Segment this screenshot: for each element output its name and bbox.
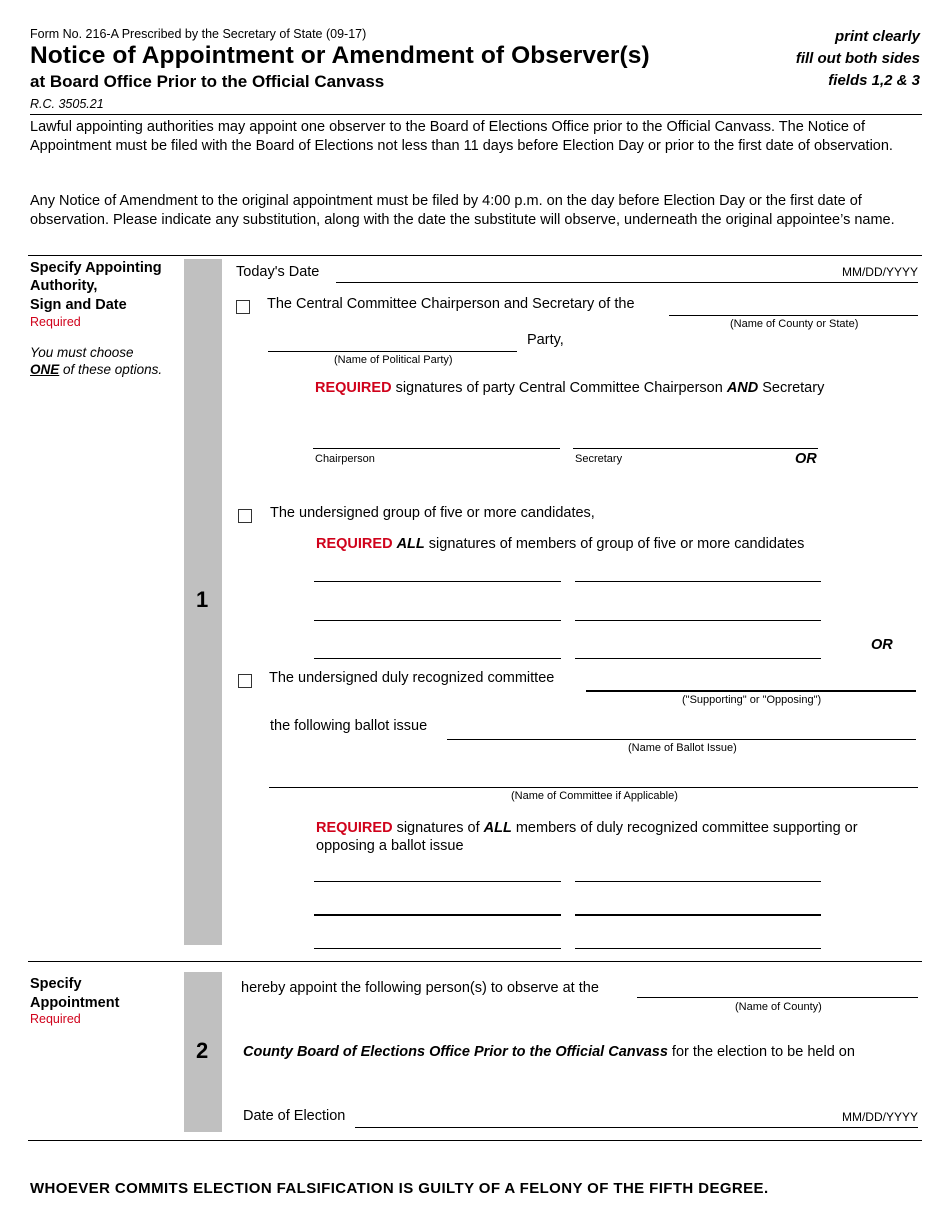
felony-warning: WHOEVER COMMITS ELECTION FALSIFICATION IS GUILTY OF A FELONY OF THE FIFTH DEGREE. (30, 1180, 769, 1197)
political-party-caption: (Name of Political Party) (334, 354, 453, 366)
section1-top-divider (28, 255, 922, 256)
committee-signature-line[interactable] (314, 914, 561, 916)
option2-checkbox[interactable] (238, 509, 252, 523)
section2-number: 2 (196, 1038, 209, 1063)
ballot-issue-input[interactable] (447, 739, 916, 740)
choose-note-line2 (30, 362, 162, 377)
date-of-election-input[interactable] (355, 1127, 918, 1128)
committee-signature-line[interactable] (575, 881, 821, 882)
form-subtitle: at Board Office Prior to the Official Canvass (30, 72, 385, 91)
section1-number: 1 (196, 587, 209, 612)
secretary-signature-line[interactable] (573, 448, 818, 449)
candidate-signature-line[interactable] (575, 581, 821, 582)
todays-date-format: MM/DD/YYYY (841, 265, 918, 279)
county-or-state-caption: (Name of County or State) (730, 318, 859, 330)
appoint-text: hereby appoint the following person(s) to observe at the (241, 980, 599, 996)
committee-signature-line[interactable] (575, 914, 821, 916)
required-word: REQUIRED (315, 380, 392, 396)
section2-bottom-divider (28, 1140, 922, 1141)
ballot-issue-label: the following ballot issue (270, 718, 428, 734)
committee-signature-line[interactable] (314, 881, 561, 882)
option3-checkbox[interactable] (238, 674, 252, 688)
option2-signature-instruction: REQUIRED ALL signatures of members of group of five or more candidates (316, 536, 805, 552)
choose-one: ONE (30, 362, 60, 377)
committee-name-input[interactable] (269, 787, 918, 788)
chairperson-signature-line[interactable] (313, 448, 560, 449)
intro-paragraph-2: Any Notice of Amendment to the original appointment must be filed by 4:00 p.m. on the day before Election Day or the first date of observation. Please indicate any substitution, along with the date the substitute will observe, underneath the original appointee’s name. (30, 193, 895, 228)
section2-label-line2: Appointment (30, 995, 120, 1011)
county-or-state-input[interactable] (669, 315, 918, 316)
option2-text: The undersigned group of five or more candidates, (270, 505, 595, 521)
choose-note-line1: You must choose (30, 345, 134, 360)
secretary-caption: Secretary (575, 453, 623, 465)
option3-signature-instruction: REQUIRED signatures of ALL members of duly recognized committee supporting or (316, 820, 858, 836)
political-party-input[interactable] (268, 351, 517, 352)
section1-label-line1: Specify Appointing (30, 260, 162, 276)
instruction-sides: fill out both sides (795, 50, 920, 67)
revised-code: R.C. 3505.21 (30, 97, 104, 111)
section2-required: Required (30, 1012, 81, 1026)
section1-label-line2: Authority, (30, 278, 98, 294)
option1-checkbox[interactable] (236, 300, 250, 314)
committee-name-caption: (Name of Committee if Applicable) (511, 790, 678, 802)
candidate-signature-line[interactable] (314, 620, 561, 621)
instruction-print: print clearly (834, 28, 920, 45)
date-of-election-label: Date of Election (243, 1108, 346, 1124)
todays-date-input[interactable] (336, 282, 918, 283)
option1-text: The Central Committee Chairperson and Secretary of the (267, 296, 635, 312)
committee-signature-line[interactable] (575, 948, 821, 949)
candidate-signature-line[interactable] (575, 658, 821, 659)
county-name-input[interactable] (637, 997, 918, 998)
county-name-caption: (Name of County) (735, 1001, 822, 1013)
county-board-phrase: County Board of Elections Office Prior to the Official Canvass (243, 1044, 668, 1060)
chairperson-caption: Chairperson (315, 453, 375, 465)
form-title: Notice of Appointment or Amendment of Observer(s) (30, 42, 650, 69)
option3-text: The undersigned duly recognized committee (269, 670, 555, 686)
or-separator-1: OR (795, 451, 817, 467)
intro-paragraph-1: Lawful appointing authorities may appoint one observer to the Board of Elections Office prior to the Official Canvass. The Notice of Appointment must be filed with the Board of Elections not less than 11 days before Election Day or prior to the first date of observation. (30, 119, 893, 154)
option3-signature-instruction-cont: opposing a ballot issue (316, 838, 464, 854)
and-word: AND (726, 380, 759, 396)
option1-signature-instruction: REQUIRED signatures of party Central Committee Chairperson AND Secretary (315, 380, 825, 396)
header-divider (30, 114, 922, 115)
choose-note-rest: of these options. (59, 362, 163, 377)
instruction-fields: fields 1,2 & 3 (828, 72, 920, 89)
section1-label-line3: Sign and Date (30, 297, 127, 313)
ballot-issue-caption: (Name of Ballot Issue) (628, 742, 737, 754)
section2-label-line1: Specify (30, 976, 82, 992)
date-of-election-format: MM/DD/YYYY (841, 1110, 918, 1124)
supporting-opposing-input[interactable] (586, 690, 916, 692)
form-number: Form No. 216-A Prescribed by the Secretary of State (09-17) (30, 27, 367, 41)
section2-top-divider (28, 961, 922, 962)
county-board-sentence: County Board of Elections Office Prior to the Official Canvass for the election to be held on (243, 1044, 855, 1060)
candidate-signature-line[interactable] (314, 658, 561, 659)
candidate-signature-line[interactable] (314, 581, 561, 582)
section1-required: Required (30, 315, 81, 329)
or-separator-2: OR (871, 637, 893, 653)
committee-signature-line[interactable] (314, 948, 561, 949)
candidate-signature-line[interactable] (575, 620, 821, 621)
party-label: Party, (527, 332, 564, 348)
todays-date-label: Today's Date (236, 264, 320, 280)
supporting-opposing-caption: ("Supporting" or "Opposing") (682, 694, 822, 706)
